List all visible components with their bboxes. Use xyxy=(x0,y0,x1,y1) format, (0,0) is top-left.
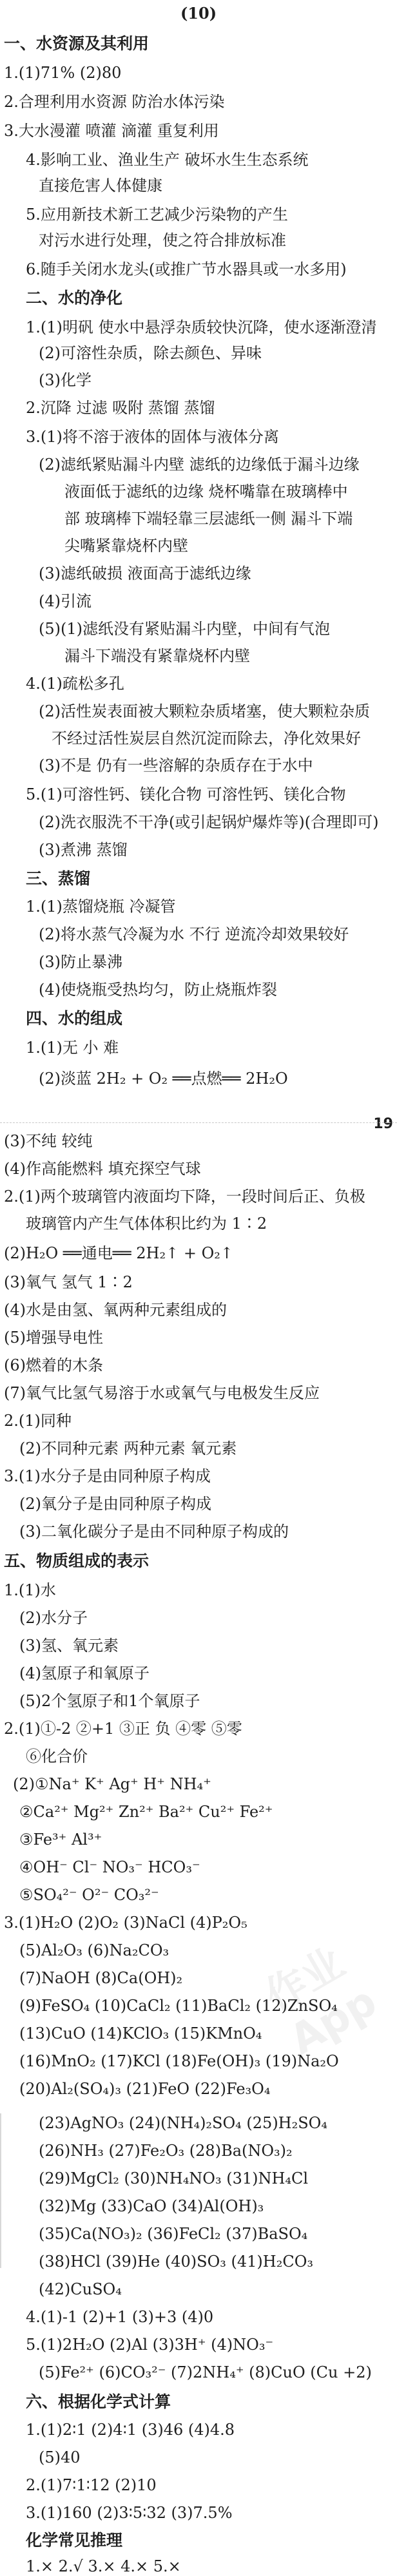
answer-line: (2)洗衣服洗不干净(或引起锅炉爆炸等)(合理即可) xyxy=(39,813,379,831)
answer-line: ③Fe³⁺ Al³⁺ xyxy=(19,1831,102,1849)
answer-line: 3.(1)160 (2)3∶5∶32 (3)7.5% xyxy=(26,2504,233,2522)
answer-line: 1.(1)蒸馏烧瓶 冷凝管 xyxy=(26,898,176,916)
answer-line: 2.沉降 过滤 吸附 蒸馏 蒸馏 xyxy=(26,399,215,417)
answer-line: 5.应用新技术新工艺减少污染物的产生 xyxy=(26,206,288,224)
answer-line: 尖嘴紧靠烧杯内壁 xyxy=(64,537,188,555)
answer-line: 6.随手关闭水龙头(或推广节水器具或一水多用) xyxy=(26,260,347,278)
answer-line: (16)MnO₂ (17)KCl (18)Fe(OH)₃ (19)Na₂O xyxy=(19,2052,339,2070)
answer-line: (26)NH₃ (27)Fe₂O₃ (28)Ba(NO₃)₂ xyxy=(39,2142,293,2160)
section-heading: 二、水的净化 xyxy=(26,289,123,307)
answer-line: (32)Mg (33)CaO (34)Al(OH)₃ xyxy=(39,2197,264,2215)
answer-line: 3.(1)将不溶于液体的固体与液体分离 xyxy=(26,428,279,446)
answer-line: 4.(1)疏松多孔 xyxy=(26,675,124,693)
answer-line: 2.(1)7∶1∶12 (2)10 xyxy=(26,2476,157,2494)
answer-line: 1.(1)水 xyxy=(4,1581,56,1599)
answer-line: (2)淡蓝 2H₂ + O₂ ══点燃══ 2H₂O xyxy=(39,1070,288,1088)
binding-mark xyxy=(0,2113,1,2268)
answer-line: (42)CuSO₄ xyxy=(39,2280,122,2298)
answer-line: (2)H₂O ══通电══ 2H₂↑ + O₂↑ xyxy=(4,1244,233,1262)
answer-line: (3)化学 xyxy=(39,371,92,389)
answer-line: (7)氧气比氢气易溶于水或氧气与电极发生反应 xyxy=(4,1384,320,1402)
section-heading: 五、物质组成的表示 xyxy=(4,1552,150,1570)
watermark: 作业App xyxy=(257,1939,385,2064)
answer-line: (2)可溶性杂质，除去颜色、异味 xyxy=(39,344,262,362)
answer-line: (4)水是由氢、氧两种元素组成的 xyxy=(4,1301,227,1319)
section-heading: 四、水的组成 xyxy=(26,1009,123,1028)
answer-line: 3.(1)H₂O (2)O₂ (3)NaCl (4)P₂O₅ xyxy=(4,1914,247,1932)
page-number: (10) xyxy=(180,4,217,23)
answer-line: 2.(1)①-2 ②+1 ③正 负 ④零 ⑤零 xyxy=(4,1720,242,1738)
answer-line: (23)AgNO₃ (24)(NH₄)₂SO₄ (25)H₂SO₄ xyxy=(39,2114,327,2132)
section-heading: 三、蒸馏 xyxy=(26,869,91,888)
answer-line: 对污水进行处理，使之符合排放标准 xyxy=(39,231,286,249)
answer-line: 2.(1)两个玻璃管内液面均下降，一段时间后正、负极 xyxy=(4,1187,365,1206)
answer-line: (3)煮沸 蒸馏 xyxy=(39,841,128,859)
answer-line: (4)氢原子和氧原子 xyxy=(19,1664,150,1682)
section-heading: 一、水资源及其利用 xyxy=(4,34,150,53)
answer-line: 1.(1)无 小 难 xyxy=(26,1039,119,1057)
answer-line: 3.(1)水分子是由同种原子构成 xyxy=(4,1467,211,1485)
answer-line: 液面低于滤纸的边缘 烧杯嘴靠在玻璃棒中 xyxy=(64,483,348,501)
answer-line: (5)2个氢原子和1个氧原子 xyxy=(19,1692,200,1710)
answer-line: ②Ca²⁺ Mg²⁺ Zn²⁺ Ba²⁺ Cu²⁺ Fe²⁺ xyxy=(19,1803,273,1821)
answer-line: (7)NaOH (8)Ca(OH)₂ xyxy=(19,1969,183,1987)
answer-line: (3)防止暴沸 xyxy=(39,953,122,971)
answer-line: (3)氧气 氢气 1∶2 xyxy=(4,1273,133,1291)
answer-line: (2)水分子 xyxy=(19,1609,88,1627)
answer-line: (3)二氧化碳分子是由不同种原子构成的 xyxy=(19,1523,289,1541)
answer-line: 1.× 2.√ 3.× 4.× 5.× xyxy=(26,2557,181,2575)
answer-line: ⑤SO₄²⁻ O²⁻ CO₃²⁻ xyxy=(19,1886,159,1904)
answer-line: 4.(1)-1 (2)+1 (3)+3 (4)0 xyxy=(26,2308,214,2326)
answer-line: (6)燃着的木条 xyxy=(4,1356,103,1374)
answer-line: (29)MgCl₂ (30)NH₄NO₃ (31)NH₄Cl xyxy=(39,2169,309,2187)
answer-line: 玻璃管内产生气体体积比约为 1∶2 xyxy=(26,1215,267,1233)
answer-line: (5)Fe²⁺ (6)CO₃²⁻ (7)2NH₄⁺ (8)CuO (Cu +2) xyxy=(39,2363,372,2381)
page-divider xyxy=(0,1122,397,1123)
answer-line: (5)(1)滤纸没有紧贴漏斗内壁，中间有气泡 xyxy=(39,620,330,638)
answer-line: 5.(1)2H₂O (2)Al (3)3H⁺ (4)NO₃⁻ xyxy=(26,2336,274,2354)
answer-line: ⑥化合价 xyxy=(26,1747,88,1765)
answer-line: (35)Ca(NO₃)₂ (36)FeCl₂ (37)BaSO₄ xyxy=(39,2225,308,2243)
answer-line: 1.(1)71% (2)80 xyxy=(4,64,122,82)
answer-line: (4)使烧瓶受热均匀，防止烧瓶炸裂 xyxy=(39,981,277,999)
answer-line: (3)滤纸破损 液面高于滤纸边缘 xyxy=(39,564,251,582)
answer-line: 2.(1)同种 xyxy=(4,1412,72,1430)
answer-line: (2)将水蒸气冷凝为水 不行 逆流冷却效果较好 xyxy=(39,925,349,943)
answer-line: (3)不是 仍有一些溶解的杂质存在于水中 xyxy=(39,756,313,774)
answer-line: 2.合理利用水资源 防治水体污染 xyxy=(4,93,225,111)
answer-line: (2)①Na⁺ K⁺ Ag⁺ H⁺ NH₄⁺ xyxy=(13,1775,211,1793)
answer-line: ④OH⁻ Cl⁻ NO₃⁻ HCO₃⁻ xyxy=(19,1858,200,1876)
answer-line: (5)Al₂O₃ (6)Na₂CO₃ xyxy=(19,1941,169,1959)
answer-line: 1.(1)明矾 使水中悬浮杂质较快沉降，使水逐渐澄清 xyxy=(26,318,377,336)
answer-line: 直接危害人体健康 xyxy=(39,177,162,195)
answer-line: (3)氢、氧元素 xyxy=(19,1637,119,1655)
answer-line: 5.(1)可溶性钙、镁化合物 可溶性钙、镁化合物 xyxy=(26,785,346,803)
answer-line: (2)活性炭表面被大颗粒杂质堵塞，使大颗粒杂质 xyxy=(39,702,370,720)
page-ref: 19 xyxy=(373,1116,393,1132)
answer-line: 不经过活性炭层自然沉淀而除去，净化效果好 xyxy=(52,729,361,747)
answer-line: (9)FeSO₄ (10)CaCl₂ (11)BaCl₂ (12)ZnSO₄ xyxy=(19,1997,338,2015)
answer-line: (4)引流 xyxy=(39,592,92,610)
section-heading: 化学常见推理 xyxy=(26,2531,123,2550)
section-heading: 六、根据化学式计算 xyxy=(26,2392,171,2411)
answer-line: 部 玻璃棒下端轻靠三层滤纸一侧 漏斗下端 xyxy=(64,510,353,528)
answer-line: 4.影响工业、渔业生产 破坏水生生态系统 xyxy=(26,151,309,169)
answer-line: 漏斗下端没有紧靠烧杯内壁 xyxy=(64,647,250,665)
answer-line: 3.大水漫灌 喷灌 滴灌 重复利用 xyxy=(4,122,219,140)
answer-line: (4)作高能燃料 填充探空气球 xyxy=(4,1160,201,1178)
answer-line: (13)CuO (14)KClO₃ (15)KMnO₄ xyxy=(19,2024,262,2043)
answer-line: (5)增强导电性 xyxy=(4,1329,103,1347)
answer-line: (3)不纯 较纯 xyxy=(4,1132,93,1150)
answer-line: (5)40 xyxy=(39,2448,81,2466)
answer-line: (2)滤纸紧贴漏斗内壁 滤纸的边缘低于漏斗边缘 xyxy=(39,456,360,474)
answer-line: (20)Al₂(SO₄)₃ (21)FeO (22)Fe₃O₄ xyxy=(19,2080,271,2098)
answer-line: (2)不同种元素 两种元素 氧元素 xyxy=(19,1439,237,1457)
answer-line: 1.(1)2∶1 (2)4∶1 (3)46 (4)4.8 xyxy=(26,2421,235,2439)
answer-line: (2)氧分子是由同种原子构成 xyxy=(19,1495,211,1513)
answer-line: (38)HCl (39)He (40)SO₃ (41)H₂CO₃ xyxy=(39,2253,313,2271)
